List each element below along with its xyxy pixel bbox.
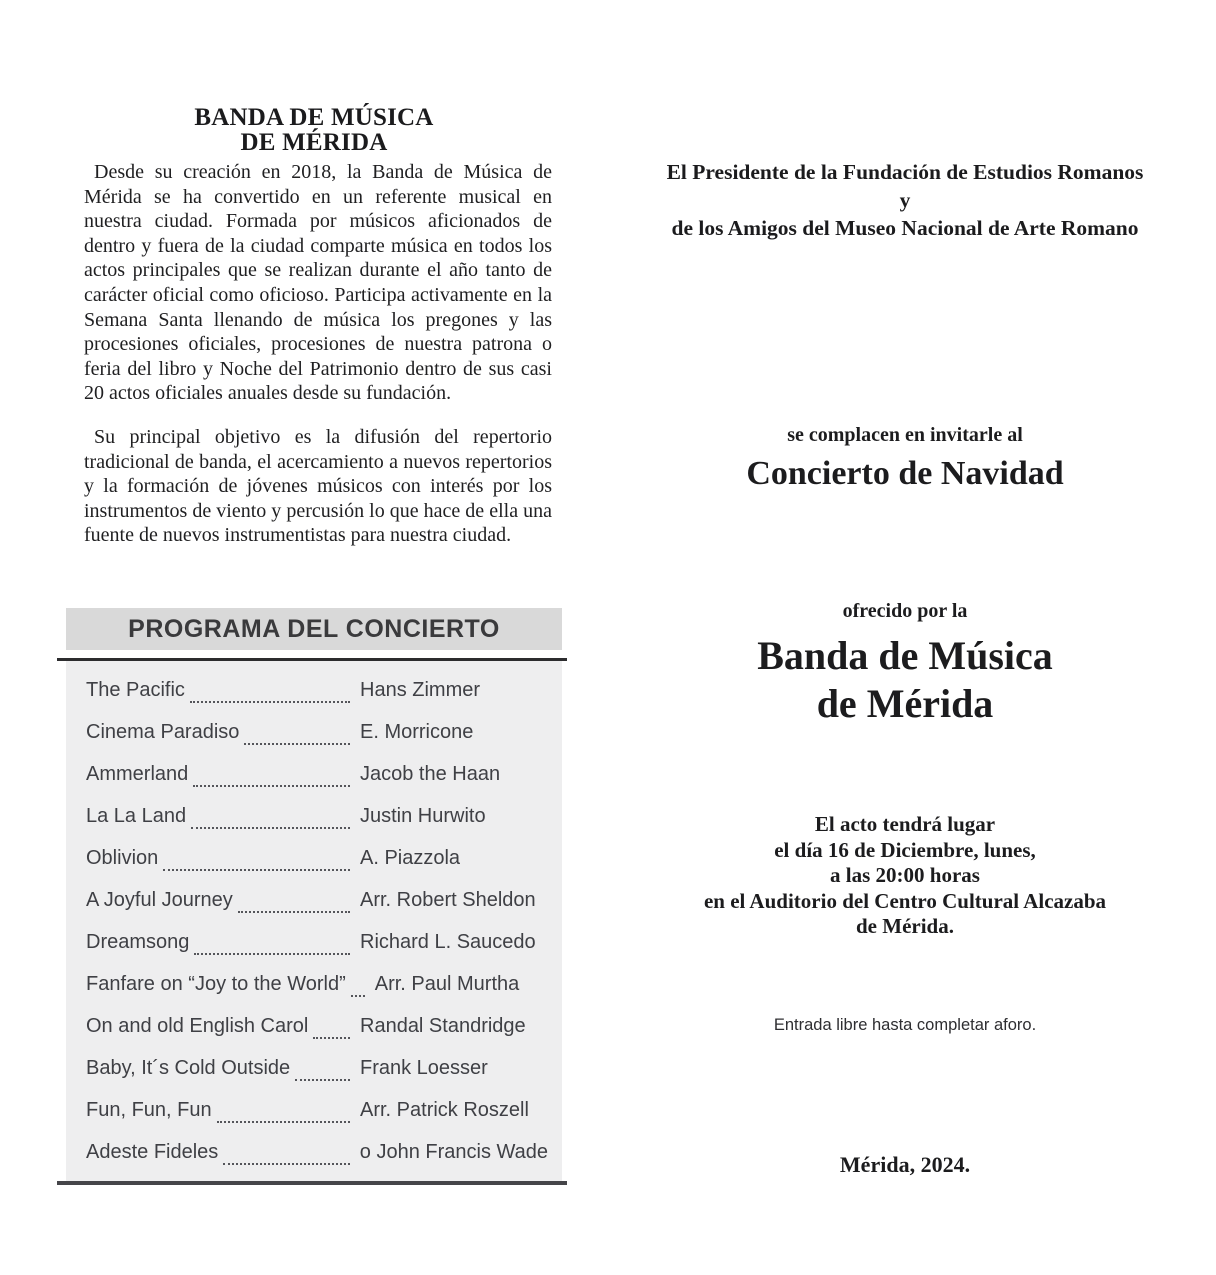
- hosts-conjunction: y: [899, 188, 911, 212]
- event-details-line: de Mérida.: [856, 914, 954, 938]
- program-row: [86, 921, 548, 963]
- program-row: [86, 1005, 548, 1047]
- program-rule-bottom: [57, 1181, 567, 1185]
- event-details-line: El acto tendrá lugar: [814, 812, 996, 836]
- dot-leader: [191, 804, 350, 829]
- dot-leader: [295, 1056, 350, 1081]
- admission-note: Entrada libre hasta completar aforo.: [773, 1016, 1037, 1034]
- dot-leader: [217, 1098, 350, 1123]
- dot-leader: [163, 846, 350, 871]
- event-details-line: el día 16 de Diciembre, lunes,: [774, 837, 1036, 862]
- event-details-line: a las 20:00 horas: [830, 863, 980, 887]
- composer-name: Richard L. Saucedo: [360, 930, 536, 953]
- program-row: [86, 1089, 548, 1131]
- song-title: Baby, It´s Cold Outside: [86, 1056, 291, 1079]
- song-title: Cinema Paradiso: [86, 720, 240, 743]
- band-title: [66, 105, 562, 155]
- band-title-line1: BANDA DE MÚSICA: [194, 103, 434, 131]
- event-details: [645, 812, 1165, 940]
- dot-leader: [194, 930, 350, 955]
- program-row: [86, 669, 548, 711]
- offered-by: ofrecido por la: [842, 600, 968, 622]
- dot-leader: [351, 972, 365, 997]
- program-row: [86, 711, 548, 753]
- dot-leader: [313, 1014, 350, 1039]
- song-title: Fanfare on “Joy to the World”: [86, 972, 346, 995]
- composer-name: Hans Zimmer: [360, 678, 481, 701]
- program-row: [86, 1131, 548, 1173]
- place-year: Mérida, 2024.: [839, 1152, 971, 1177]
- dot-leader: [244, 720, 350, 745]
- song-title: A Joyful Journey: [86, 888, 233, 911]
- about-text: [84, 160, 552, 567]
- band-name: [645, 632, 1165, 728]
- song-title: Oblivion: [86, 846, 159, 869]
- song-title: Dreamsong: [86, 930, 190, 953]
- hosts-line1: El Presidente de la Fundación de Estudios Romanos: [666, 160, 1144, 184]
- song-title: On and old English Carol: [86, 1014, 309, 1037]
- band-name-line1: Banda de Música: [757, 633, 1053, 678]
- song-title: Adeste Fideles: [86, 1140, 219, 1163]
- composer-name: Jacob the Haan: [360, 762, 501, 785]
- invitation-lead: se complacen en invitarle al: [787, 424, 1023, 446]
- about-paragraph-2: Su principal objetivo es la difusión del repertorio tradicional de banda, el acercamiento a nuevos repertorios y la formación de jóvenes músicos con interés por los instrumentos de viento y percusión lo que hace de ella una fuente de nuevos instrumentistas para nuestra ciudad.: [84, 425, 552, 547]
- dot-leader: [223, 1140, 349, 1165]
- program-box: [57, 608, 567, 1185]
- composer-name: Arr. Patrick Roszell: [360, 1098, 529, 1121]
- band-name-line2: de Mérida: [816, 681, 994, 726]
- composer-name: Arr. Paul Murtha: [374, 972, 520, 995]
- composer-name: Randal Standridge: [360, 1014, 526, 1037]
- composer-name: E. Morricone: [360, 720, 474, 743]
- hosts-line2: de los Amigos del Museo Nacional de Arte Romano: [671, 216, 1139, 240]
- composer-name: Frank Loesser: [360, 1056, 488, 1079]
- band-title-line2: DE MÉRIDA: [240, 128, 388, 156]
- dot-leader: [193, 762, 350, 787]
- program-row: [86, 753, 548, 795]
- program-row: [86, 879, 548, 921]
- program-row: [86, 963, 548, 1005]
- program-list: [66, 661, 562, 1181]
- song-title: Ammerland: [86, 762, 189, 785]
- song-title: The Pacific: [86, 678, 185, 701]
- hosts-block: [645, 158, 1165, 242]
- composer-name: Arr. Robert Sheldon: [360, 888, 536, 911]
- composer-name: Justin Hurwito: [360, 804, 486, 827]
- song-title: La La Land: [86, 804, 187, 827]
- program-header: PROGRAMA DEL CONCIERTO: [66, 608, 562, 650]
- dot-leader: [190, 678, 350, 703]
- composer-name: o John Francis Wade: [359, 1140, 548, 1163]
- program-row: [86, 837, 548, 879]
- event-title: Concierto de Navidad: [746, 455, 1064, 492]
- song-title: Fun, Fun, Fun: [86, 1098, 212, 1121]
- composer-name: A. Piazzola: [360, 846, 461, 869]
- about-paragraph-1: Desde su creación en 2018, la Banda de Música de Mérida se ha convertido en un referente musical en nuestra ciudad. Formada por músicos aficionados de dentro y fuera de la ciudad comparte música en todos los actos principales que se realizan durante el año tanto de carácter oficial como oficioso. Participa activamente en la Semana Santa llenando de música los pregones y las procesiones oficiales, procesiones de nuestra patrona o feria del libro y Noche del Patrimonio dentro de sus casi 20 actos oficiales anuales desde su fundación.: [84, 161, 552, 405]
- program-row: [86, 795, 548, 837]
- dot-leader: [238, 888, 350, 913]
- event-details-line: en el Auditorio del Centro Cultural Alcazaba: [703, 888, 1107, 913]
- program-row: [86, 1047, 548, 1089]
